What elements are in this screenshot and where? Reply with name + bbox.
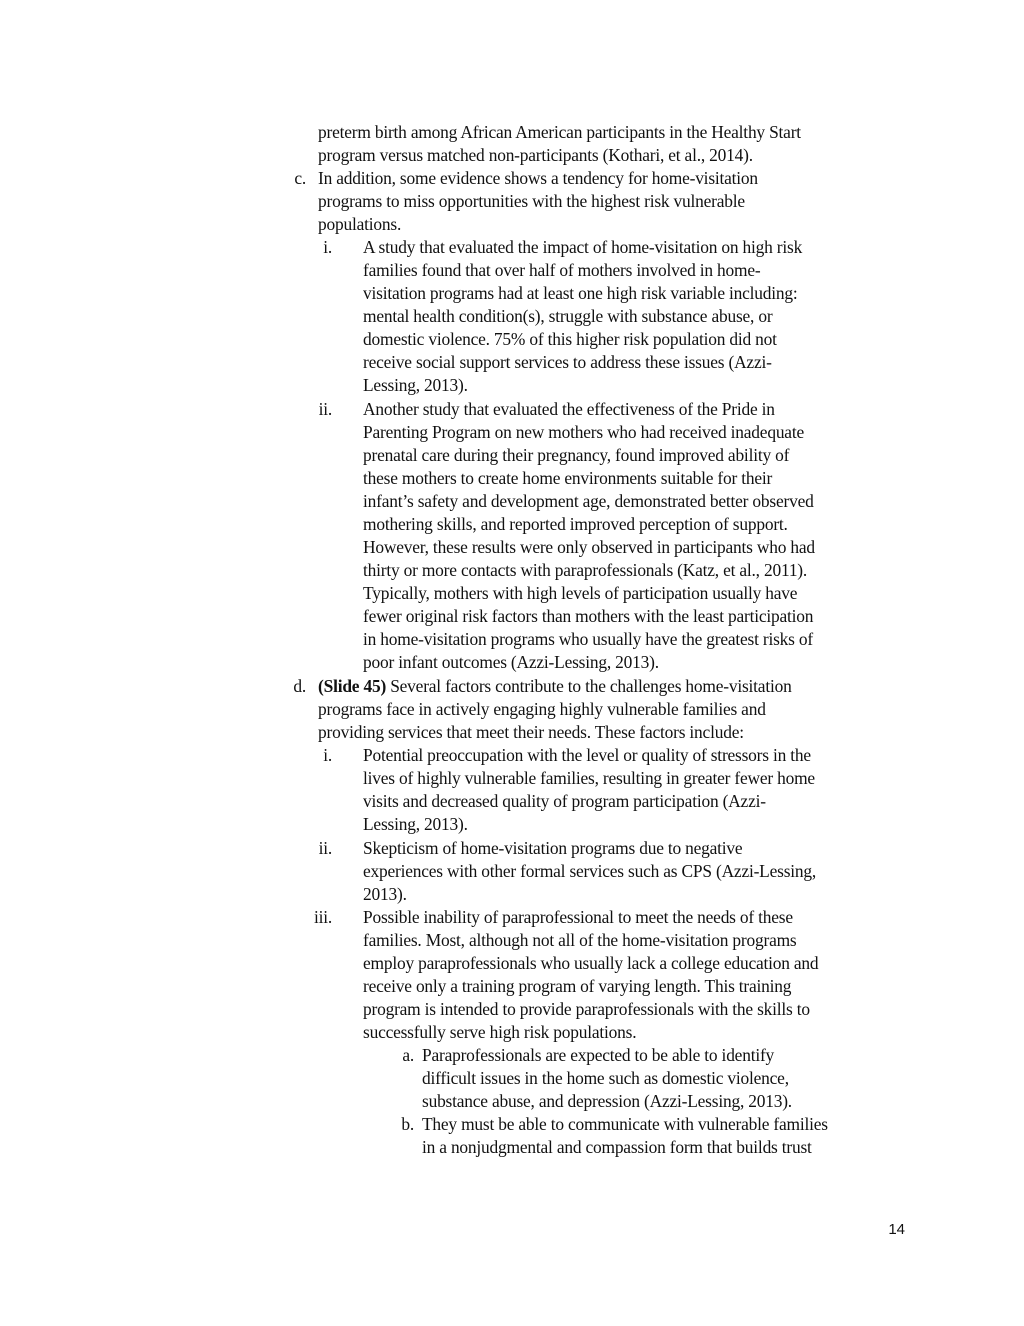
text-line: prenatal care during their pregnancy, found improved ability of	[363, 445, 790, 465]
text-line: lives of highly vulnerable families, resulting in greater fewer home	[363, 768, 815, 788]
text-line: poor infant outcomes (Azzi-Lessing, 2013).	[363, 652, 659, 672]
text-line: Possible inability of paraprofessional to meet the needs of these	[363, 907, 793, 927]
list-marker: i.	[323, 745, 332, 765]
page-number: 14	[888, 1221, 905, 1238]
text-line: employ paraprofessionals who usually lack a college education and	[363, 953, 819, 973]
text-line: Another study that evaluated the effectiveness of the Pride in	[363, 399, 775, 419]
text-line: substance abuse, and depression (Azzi-Lessing, 2013).	[422, 1091, 792, 1111]
text-line: Lessing, 2013).	[363, 375, 468, 395]
text-line: mental health condition(s), struggle with substance abuse, or	[363, 306, 773, 326]
text-line: Parenting Program on new mothers who had received inadequate	[363, 422, 804, 442]
text-line: program versus matched non-participants (Kothari, et al., 2014).	[318, 145, 753, 165]
text-line: Typically, mothers with high levels of participation usually have	[363, 583, 798, 603]
text-line: thirty or more contacts with paraprofessionals (Katz, et al., 2011).	[363, 560, 808, 580]
text-line: program is intended to provide paraprofessionals with the skills to	[363, 999, 810, 1019]
text-line: in a nonjudgmental and compassion form that builds trust	[422, 1137, 812, 1157]
text-line: In addition, some evidence shows a tendency for home-visitation	[318, 168, 758, 188]
list-marker: iii.	[313, 907, 332, 927]
list-marker: d.	[293, 676, 306, 696]
list-marker: i.	[323, 237, 332, 257]
text-line: Lessing, 2013).	[363, 814, 468, 834]
text-line: receive social support services to address these issues (Azzi-	[363, 352, 772, 372]
text-line: visits and decreased quality of program participation (Azzi-	[363, 791, 766, 811]
text-line	[318, 675, 792, 698]
text-line: A study that evaluated the impact of home-visitation on high risk	[363, 237, 803, 257]
text-line: mothering skills, and reported improved perception of support.	[363, 514, 788, 534]
list-marker: a.	[402, 1045, 414, 1065]
text-line: Skepticism of home-visitation programs due to negative	[363, 838, 743, 858]
text-line: populations.	[318, 214, 402, 234]
text-line: 2013).	[363, 884, 407, 904]
text-line: experiences with other formal services such as CPS (Azzi-Lessing,	[363, 861, 817, 881]
text-line: families. Most, although not all of the home-visitation programs	[363, 930, 797, 950]
text-line: families found that over half of mothers involved in home-	[363, 260, 761, 280]
text-line: programs face in actively engaging highly vulnerable families and	[318, 699, 766, 719]
text-line: Potential preoccupation with the level or quality of stressors in the	[363, 745, 811, 765]
slide-reference: (Slide 45)	[318, 676, 387, 696]
text-line: They must be able to communicate with vulnerable families	[422, 1114, 828, 1134]
text-line: these mothers to create home environments suitable for their	[363, 468, 773, 488]
text-line: infant’s safety and development age, demonstrated better observed	[363, 491, 814, 511]
list-marker: c.	[294, 168, 306, 188]
text-line: providing services that meet their needs. These factors include:	[318, 722, 744, 742]
list-marker: ii.	[318, 838, 332, 858]
text-line: programs to miss opportunities with the highest risk vulnerable	[318, 191, 745, 211]
text-line: domestic violence. 75% of this higher risk population did not	[363, 329, 777, 349]
text-line: Paraprofessionals are expected to be able to identify	[422, 1045, 775, 1065]
list-marker: b.	[401, 1114, 414, 1134]
text-line: visitation programs had at least one high risk variable including:	[363, 283, 798, 303]
text-line: fewer original risk factors than mothers with the least participation	[363, 606, 814, 626]
text-span: Several factors contribute to the challenges home-visitation	[386, 676, 792, 696]
text-line: difficult issues in the home such as domestic violence,	[422, 1068, 789, 1088]
text-line: receive only a training program of varying length. This training	[363, 976, 792, 996]
text-line: preterm birth among African American participants in the Healthy Start	[318, 122, 801, 142]
list-marker: ii.	[318, 399, 332, 419]
text-line: However, these results were only observed in participants who had	[363, 537, 815, 557]
text-line: in home-visitation programs who usually have the greatest risks of	[363, 629, 813, 649]
text-line: successfully serve high risk populations.	[363, 1022, 637, 1042]
